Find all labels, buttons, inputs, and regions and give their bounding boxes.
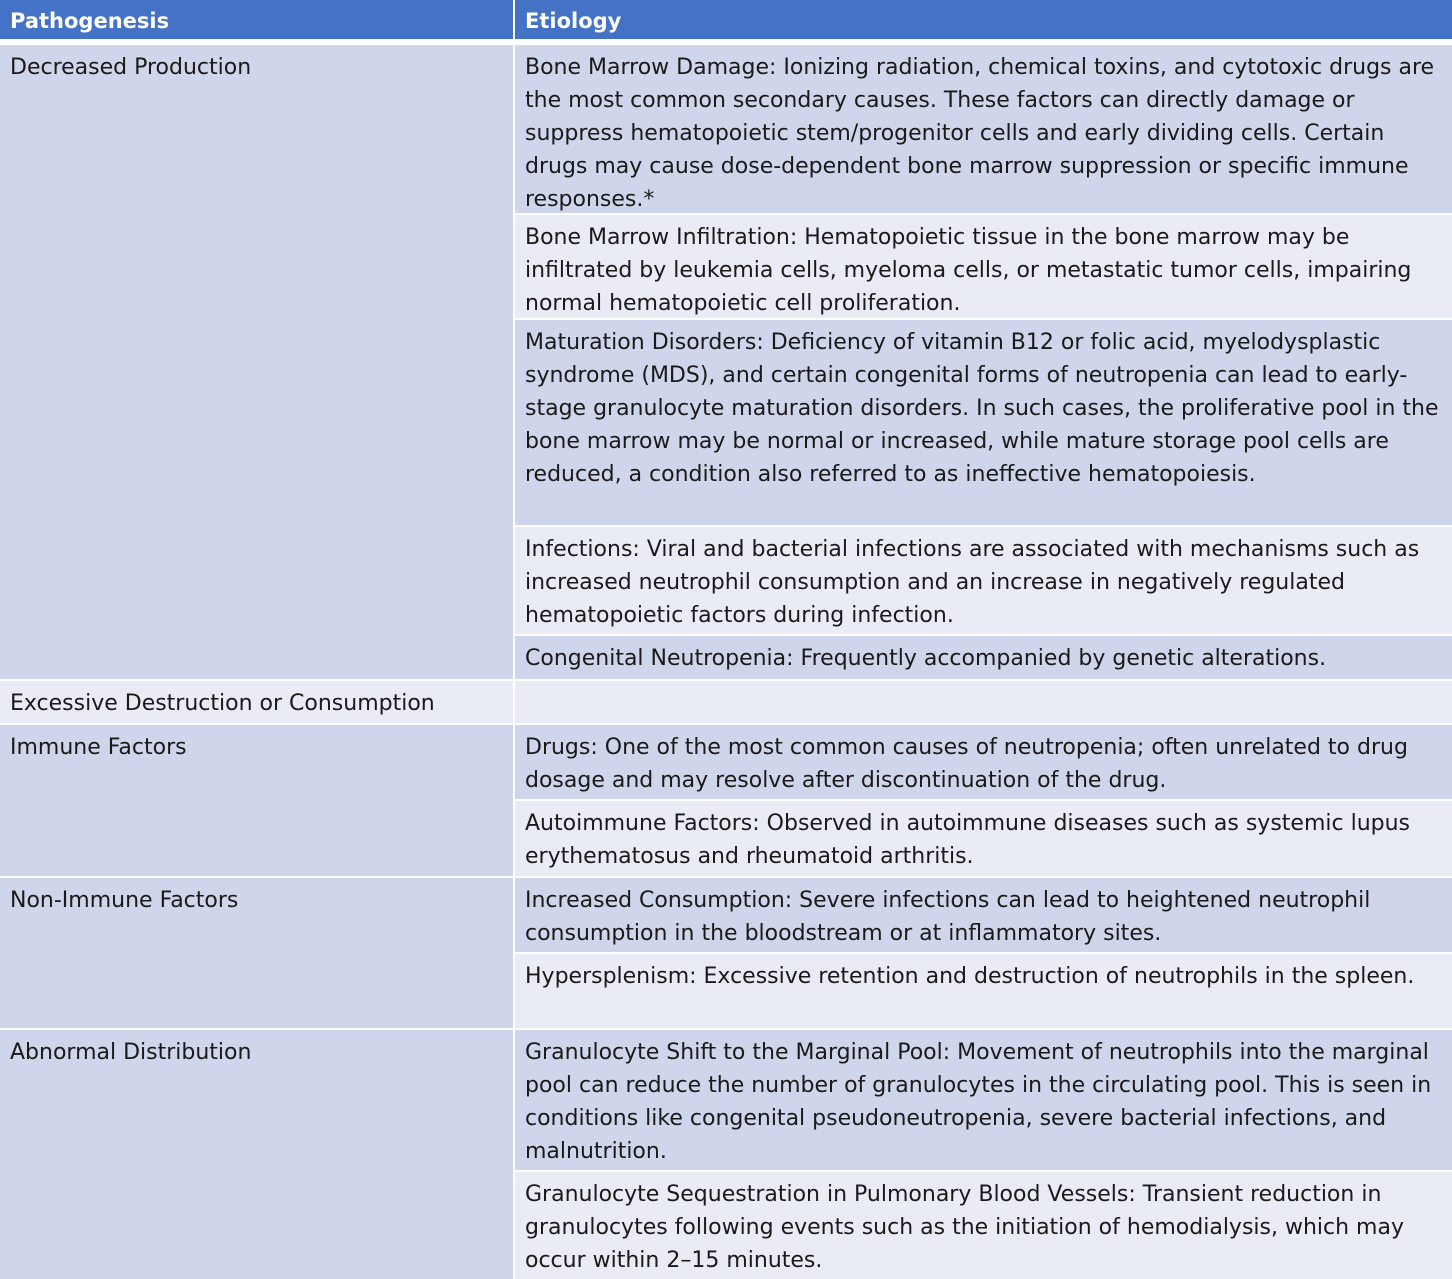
etiology-cell-bone-marrow-damage: Bone Marrow Damage: Ionizing radiation, chemical toxins, and cytotoxic drugs are the most common secondary causes. These factors can directly damage or suppress hematopoietic stem/progenitor cells and early dividing cells. Certain drugs may cause dose-dependent bone marrow suppression or specific immune responses.* [515,45,1452,213]
etiology-cell-drugs: Drugs: One of the most common causes of neutropenia; often unrelated to drug dosage and may resolve after discontinuation of the drug. [515,725,1452,799]
etiology-cell-empty [515,681,1452,723]
etiology-cell-marginal-pool-shift: Granulocyte Shift to the Marginal Pool: Movement of neutrophils into the marginal pool can reduce the number of granulocytes in the circulating pool. This is seen in conditions like congenital pseudoneutropenia, severe bacterial infections, and malnutrition. [515,1030,1452,1170]
etiology-cell-autoimmune-factors: Autoimmune Factors: Observed in autoimmune diseases such as systemic lupus erythematosus and rheumatoid arthritis. [515,801,1452,876]
pathogenesis-cell-immune-factors: Immune Factors [0,725,513,876]
pathogenesis-cell-non-immune-factors: Non-Immune Factors [0,878,513,1028]
etiology-cell-infections: Infections: Viral and bacterial infections are associated with mechanisms such as increased neutrophil consumption and an increase in negatively regulated hematopoietic factors during infection. [515,527,1452,634]
etiology-cell-maturation-disorders: Maturation Disorders: Deficiency of vitamin B12 or folic acid, myelodysplastic syndrome (MDS), and certain congenital forms of neutropenia can lead to early-stage granulocyte maturation disorders. In such cases, the proliferative pool in the bone marrow may be normal or increased, while mature storage pool cells are reduced, a condition also referred to as ineffective hematopoiesis. [515,320,1452,525]
pathogenesis-cell-abnormal-distribution: Abnormal Distribution [0,1030,513,1279]
etiology-cell-hypersplenism: Hypersplenism: Excessive retention and destruction of neutrophils in the spleen. [515,954,1452,1028]
etiology-cell-bone-marrow-infiltration: Bone Marrow Infiltration: Hematopoietic tissue in the bone marrow may be infiltrated by leukemia cells, myeloma cells, or metastatic tumor cells, impairing normal hematopoietic cell proliferation. [515,215,1452,318]
etiology-cell-pulmonary-sequestration: Granulocyte Sequestration in Pulmonary Blood Vessels: Transient reduction in granulocytes following events such as the initiation of hemodialysis, which may occur within 2–15 minutes. [515,1172,1452,1279]
header-pathogenesis: Pathogenesis [0,0,513,42]
etiology-cell-increased-consumption: Increased Consumption: Severe infections can lead to heightened neutrophil consumption in the bloodstream or at inflammatory sites. [515,878,1452,952]
column-divider [513,0,515,1279]
etiology-cell-congenital-neutropenia: Congenital Neutropenia: Frequently accompanied by genetic alterations. [515,636,1452,679]
pathogenesis-cell-decreased-production: Decreased Production [0,45,513,679]
pathogenesis-cell-excessive-destruction: Excessive Destruction or Consumption [0,681,513,723]
header-etiology: Etiology [515,0,1452,42]
